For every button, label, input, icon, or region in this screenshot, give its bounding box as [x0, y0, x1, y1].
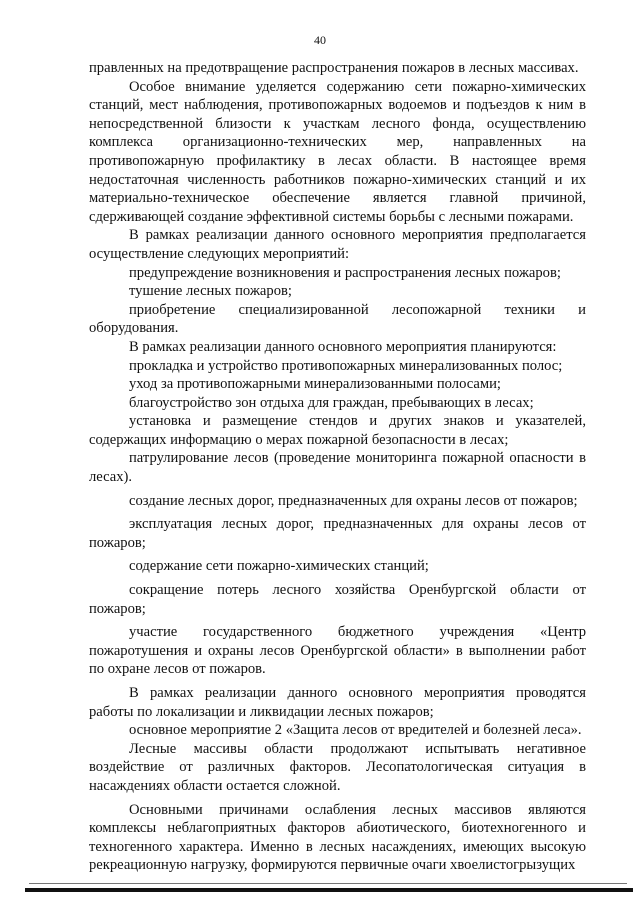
list-item: установка и размещение стендов и других знаков и указателей, содержащих информацию о мерах пожарной безопасности в лесах; — [89, 413, 586, 448]
footer-rule — [25, 888, 633, 892]
list-item: патрулирование лесов (проведение мониторинга пожарной опасности в лесах). — [89, 450, 586, 486]
list-item: благоустройство зон отдыха для граждан, пребывающих в лесах; — [129, 394, 534, 411]
list-item: уход за противопожарными минерализованными полосами; — [129, 376, 501, 393]
paragraph: Особое внимание уделяется содержанию сети пожарно-химических станций, мест наблюдения, противопожарных водоемов и подъездов к ним в непосредственной близости к участкам лесного фонда, осуществлению комплекса организационно-технических мер, направленных на противопожарную профилактику в лесах области. В настоящее время недостаточная численность работников пожарно-химических станций и их материально-техническое обеспечение является главной причиной, сдерживающей создание эффективной системы борьбы с лесными пожарами. — [89, 78, 586, 225]
list-item: создание лесных дорог, предназначенных для охраны лесов от пожаров; — [129, 492, 578, 509]
page-number: 40 — [314, 33, 326, 47]
footer-rule-thin — [29, 883, 627, 884]
paragraph: В рамках реализации данного основного мероприятия планируются: — [129, 338, 557, 355]
list-item: приобретение специализированной лесопожарной техники и оборудования. — [89, 301, 586, 337]
list-item: содержание сети пожарно-химических станций; — [129, 558, 429, 575]
list-item: эксплуатация лесных дорог, предназначенных для охраны лесов от пожаров; — [89, 516, 586, 551]
list-item: прокладка и устройство противопожарных минерализованных полос; — [129, 357, 563, 374]
paragraph: Лесные массивы области продолжают испытывать негативное воздействие от различных факторов. Лесопатологическая ситуация в насаждениях области остается сложной. — [89, 740, 586, 794]
paragraph: В рамках реализации данного основного мероприятия предполагается осуществление следующих мероприятий: — [89, 227, 586, 262]
list-item: предупреждение возникновения и распространения лесных пожаров; — [129, 264, 561, 281]
list-item: сокращение потерь лесного хозяйства Оренбургской области от пожаров; — [89, 582, 586, 617]
list-item: основное мероприятие 2 «Защита лесов от вредителей и болезней леса». — [129, 722, 582, 739]
list-item: тушение лесных пожаров; — [129, 283, 292, 300]
list-item: участие государственного бюджетного учреждения «Центр пожаротушения и охраны лесов Оренбургской области» в выполнении работ по охране лесов от пожаров. — [89, 624, 586, 678]
paragraph: Основными причинами ослабления лесных массивов являются комплексы неблагоприятных факторов абиотического, биотехногенного и техногенного характера. Именно в лесных насаждениях, имеющих высокую рекреационную нагрузку, формируются первичные очаги хвоелистогрызущих — [89, 801, 586, 874]
paragraph-continued: правленных на предотвращение распространения пожаров в лесных массивах. — [89, 60, 579, 76]
document-body — [89, 59, 586, 875]
paragraph: В рамках реализации данного основного мероприятия проводятся работы по локализации и ликвидации лесных пожаров; — [89, 685, 586, 720]
